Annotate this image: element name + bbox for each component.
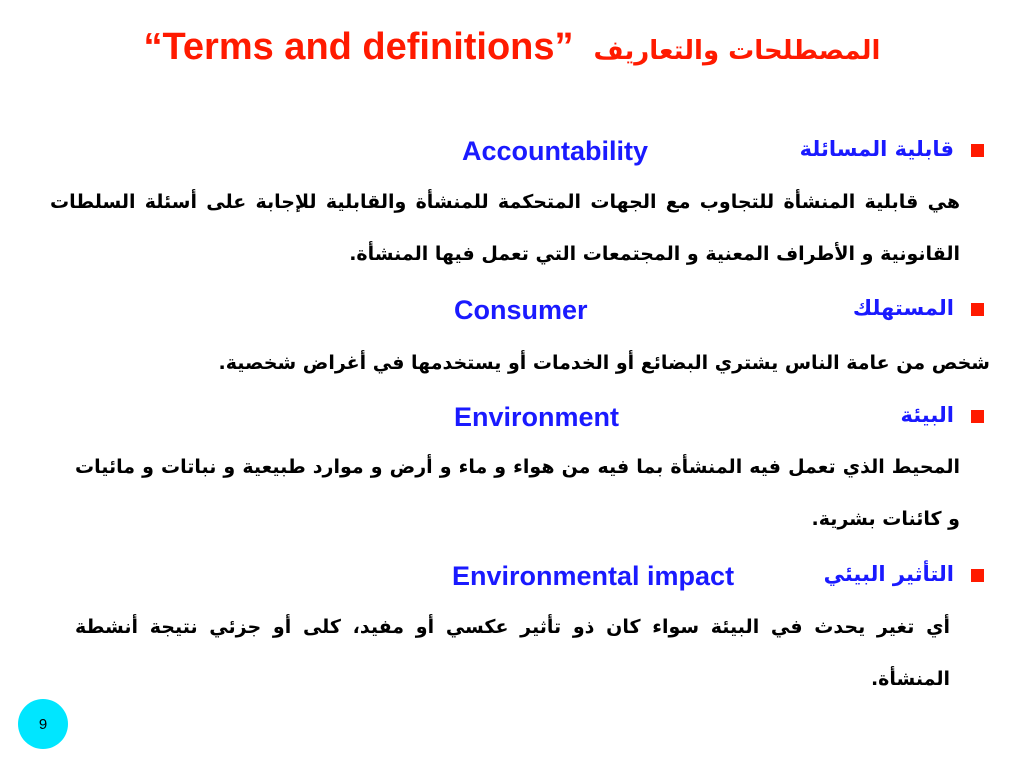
square-bullet-icon	[971, 144, 984, 157]
definition-text: المحيط الذي تعمل فيه المنشأة بما فيه من هواء و ماء و أرض و موارد طبيعية و نباتات و مائيات و كائنات بشرية.	[75, 456, 960, 530]
square-bullet-icon	[971, 569, 984, 582]
slide-title	[0, 26, 1024, 69]
title-arabic: المصطلحات والتعاريف	[593, 36, 881, 66]
term-heading-environmental-impact	[44, 561, 984, 593]
square-bullet-icon	[971, 303, 984, 316]
term-heading-consumer	[44, 295, 984, 327]
definition-text: أي تغير يحدث في البيئة سواء كان ذو تأثير عكسي أو مفيد، كلى أو جزئي نتيجة أنشطة المنشأة.	[75, 616, 950, 690]
term-arabic: المستهلك	[852, 296, 954, 320]
term-arabic: البيئة	[900, 403, 954, 427]
term-english: Accountability	[462, 136, 649, 166]
term-english: Environment	[454, 402, 620, 432]
page-number-badge: 9	[18, 699, 68, 749]
term-arabic: قابلية المسائلة	[799, 137, 954, 161]
definition-text: هي قابلية المنشأة للتجاوب مع الجهات المتحكمة للمنشأة والقابلية للإجابة على أسئلة السلطات القانونية و الأطراف المعنية و المجتمعات التي تعمل فيها المنشأة.	[50, 191, 960, 265]
term-arabic: التأثير البيئي	[823, 562, 954, 586]
square-bullet-icon	[971, 410, 984, 423]
title-english: “Terms and definitions”	[143, 26, 574, 68]
term-heading-environment	[44, 402, 984, 434]
definition-text: شخص من عامة الناس يشتري البضائع أو الخدمات أو يستخدمها في أغراض شخصية.	[218, 352, 990, 374]
term-english: Consumer	[454, 295, 588, 325]
term-english: Environmental impact	[452, 561, 735, 591]
term-heading-accountability	[44, 136, 984, 168]
